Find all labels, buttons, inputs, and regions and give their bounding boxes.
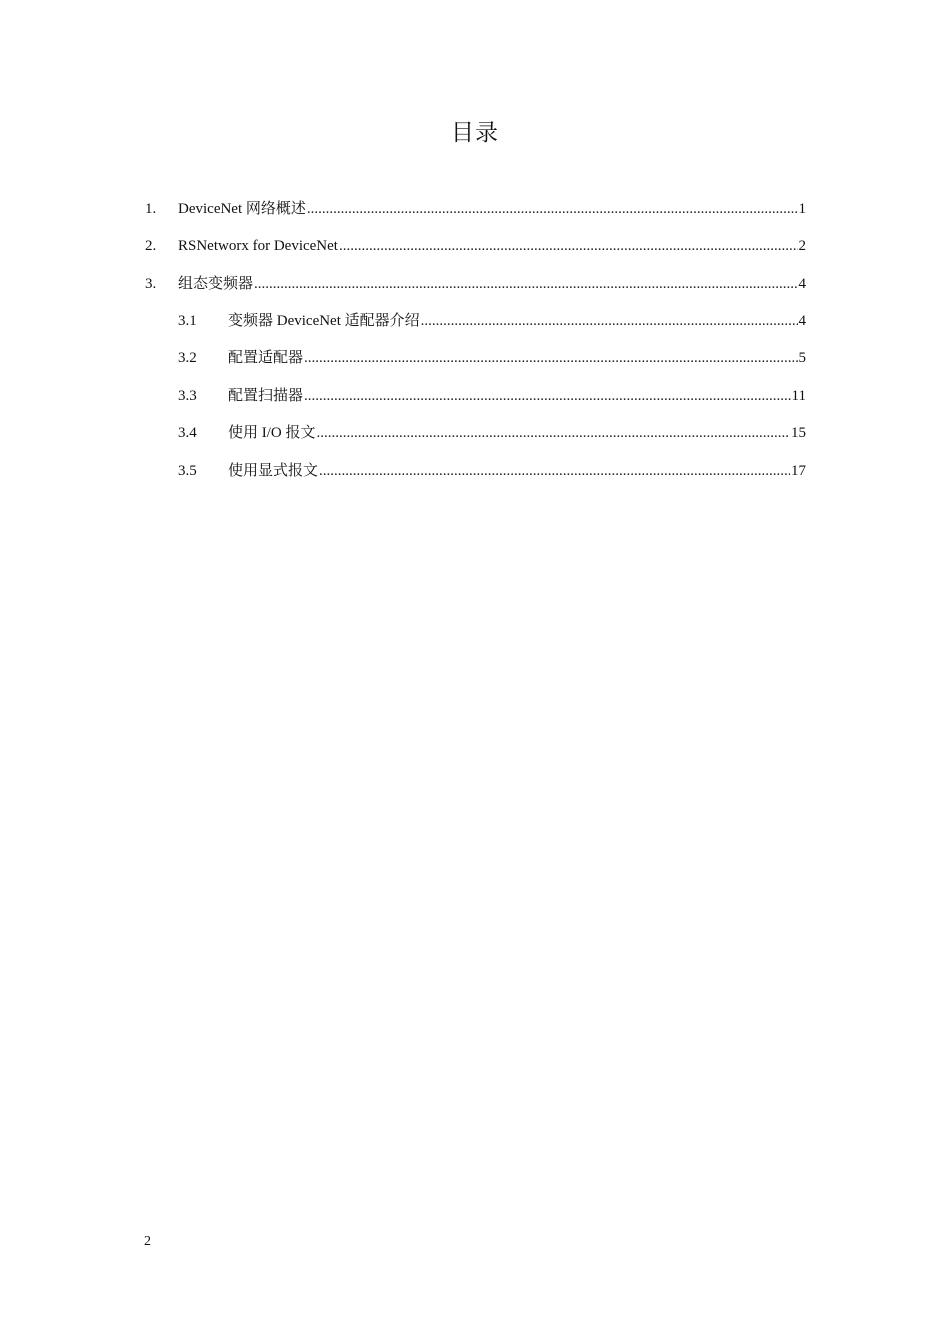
- toc-entry-number: 3.: [145, 276, 157, 292]
- toc-entry-number: 3.4: [178, 425, 197, 441]
- toc-entry-devicenet-overview[interactable]: [145, 199, 806, 219]
- toc-entry-explicit-messaging[interactable]: [178, 461, 806, 481]
- toc-entry-page: 11: [791, 388, 806, 404]
- page-number: 2: [144, 1234, 151, 1249]
- toc-entry-number: 1.: [145, 201, 157, 217]
- toc-entry-configure-adapter[interactable]: [178, 348, 806, 368]
- toc-entry-text: 使用显式报文: [228, 463, 319, 479]
- toc-entry-rsnetworx[interactable]: [145, 236, 806, 256]
- toc-entry-number: 3.3: [178, 388, 197, 404]
- toc-entry-page: 17: [791, 463, 806, 479]
- toc-entry-page: 2: [798, 238, 806, 254]
- toc-dot-leader: [339, 236, 798, 256]
- toc-entry-io-messaging[interactable]: [178, 423, 806, 443]
- toc-entry-number: 3.1: [178, 313, 197, 329]
- toc-entry-text: 配置适配器: [228, 350, 304, 366]
- toc-dot-leader: [304, 386, 791, 406]
- toc-entry-configure-drive[interactable]: [145, 274, 806, 294]
- toc-dot-leader: [254, 274, 797, 294]
- toc-entry-adapter-introduction[interactable]: [178, 311, 806, 331]
- toc-entry-text: DeviceNet 网络概述: [178, 201, 306, 217]
- toc-title: 目录: [451, 120, 499, 145]
- toc-entry-page: 1: [798, 201, 806, 217]
- toc-entry-number: 3.5: [178, 463, 197, 479]
- toc-entry-text: 组态变频器: [178, 276, 254, 292]
- toc-dot-leader: [307, 199, 798, 219]
- toc-entry-number: 2.: [145, 238, 157, 254]
- toc-entry-text: 使用 I/O 报文: [228, 425, 316, 441]
- toc-entry-page: 15: [791, 425, 806, 441]
- toc-entry-configure-scanner[interactable]: [178, 386, 806, 406]
- toc-entry-page: 4: [798, 276, 806, 292]
- toc-dot-leader: [304, 348, 797, 368]
- toc-entry-number: 3.2: [178, 350, 197, 366]
- toc-dot-leader: [319, 461, 790, 481]
- toc-entry-text: 配置扫描器: [228, 388, 304, 404]
- toc-entry-page: 5: [798, 350, 806, 366]
- toc-entry-text: RSNetworx for DeviceNet: [178, 238, 338, 254]
- toc-dot-leader: [317, 423, 791, 443]
- toc-dot-leader: [421, 311, 798, 331]
- toc-entry-text: 变频器 DeviceNet 适配器介绍: [228, 313, 420, 329]
- toc-entry-page: 4: [798, 313, 806, 329]
